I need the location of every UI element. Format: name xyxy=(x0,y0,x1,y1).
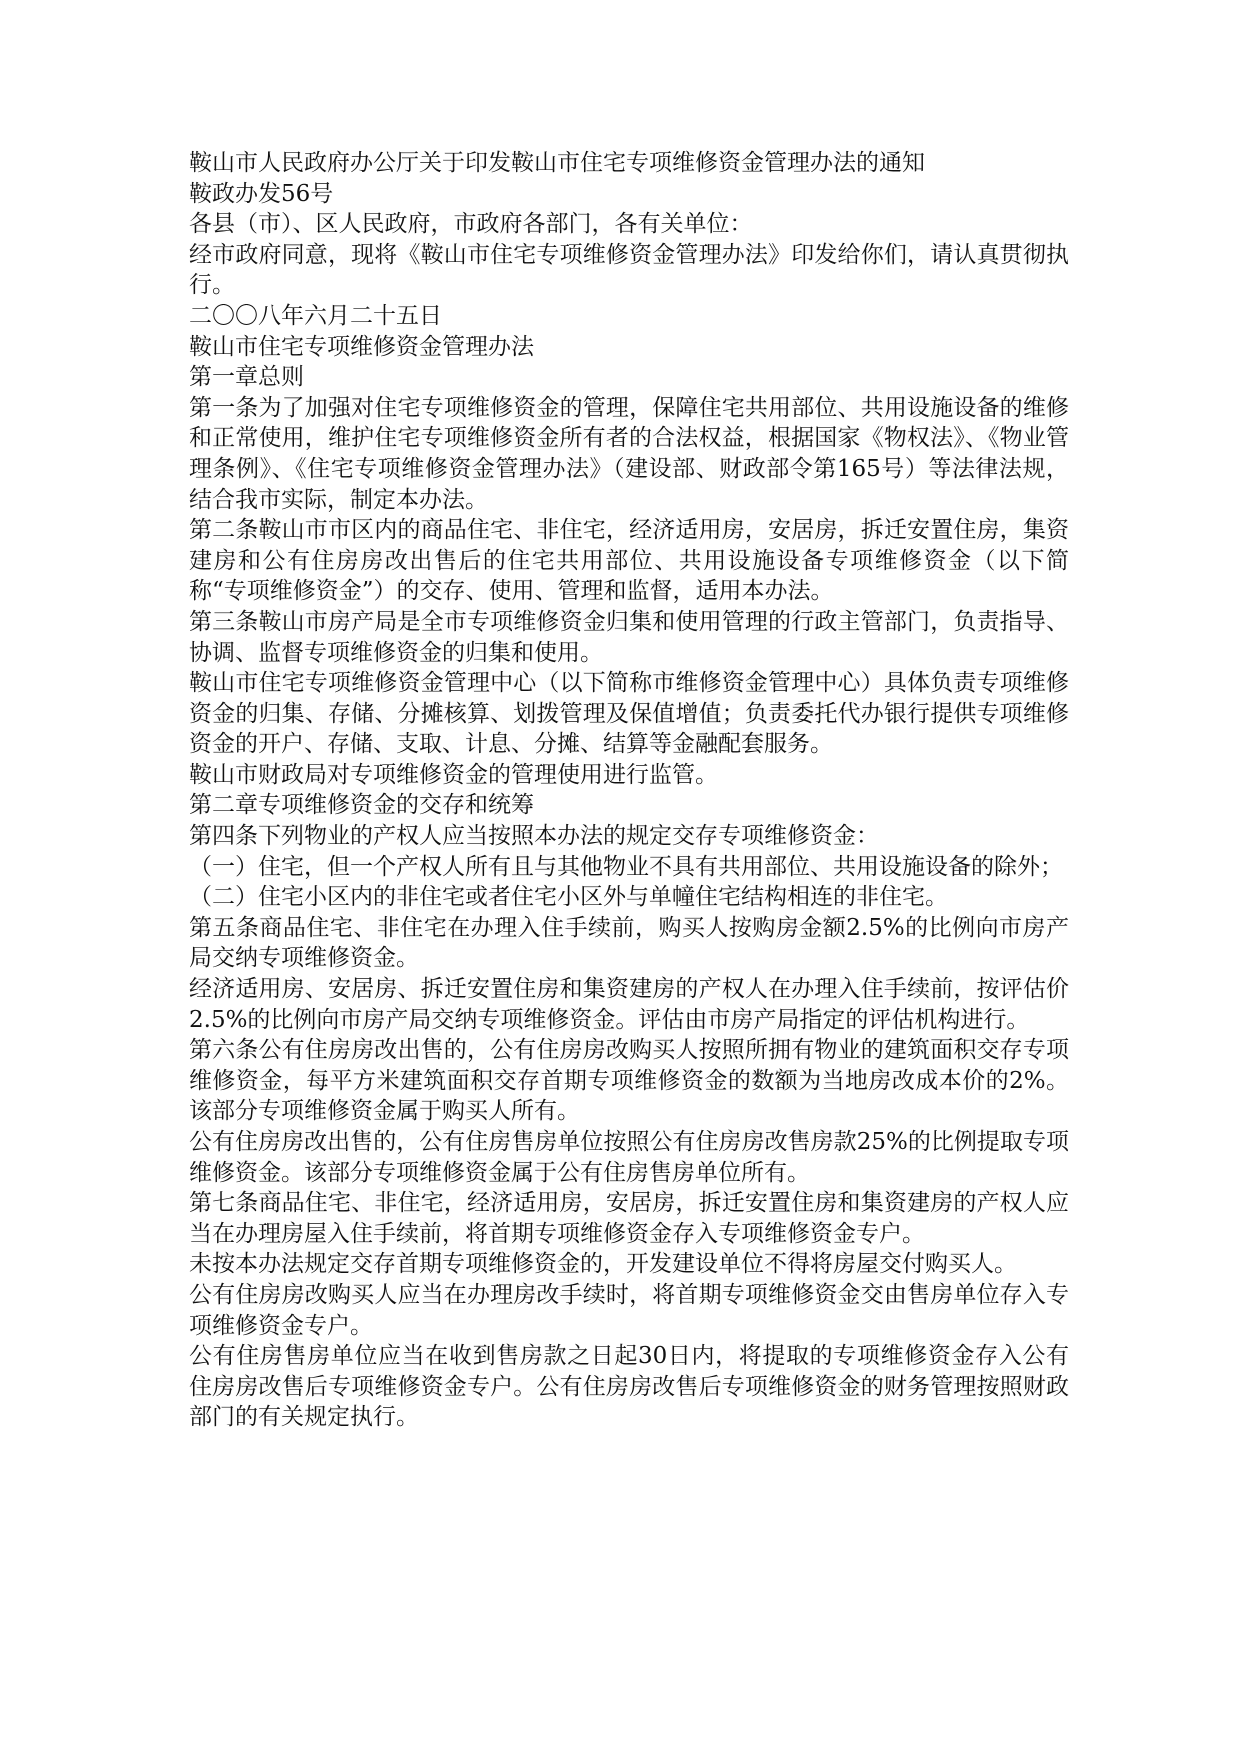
article-6-paragraph-2: 公有住房房改出售的，公有住房售房单位按照公有住房房改售房款25%的比例提取专项维修资金。该部分专项维修资金属于公有住房售房单位所有。 xyxy=(189,1129,1069,1186)
article-7-paragraph-2: 未按本办法规定交存首期专项维修资金的，开发建设单位不得将房屋交付购买人。 xyxy=(189,1251,1017,1278)
article-7-paragraph-3: 公有住房房改购买人应当在办理房改手续时，将首期专项维修资金交由售房单位存入专项维修资金专户。 xyxy=(189,1281,1069,1339)
chapter-1-heading: 第一章总则 xyxy=(189,364,304,391)
regulation-title: 鞍山市住宅专项维修资金管理办法 xyxy=(189,333,534,360)
chapter-2-heading: 第二章专项维修资金的交存和统筹 xyxy=(189,792,534,819)
article-6: 第六条公有住房房改出售的，公有住房房改购买人按照所拥有物业的建筑面积交存专项维修资金，每平方米建筑面积交存首期专项维修资金的数额为当地房改成本价的2%。该部分专项维修资金属于购买人所有。 xyxy=(189,1037,1069,1125)
document-body xyxy=(189,148,1069,1433)
addressees: 各县（市）、区人民政府，市政府各部门，各有关单位： xyxy=(189,211,753,238)
article-2: 第二条鞍山市市区内的商品住宅、非住宅，经济适用房，安居房，拆迁安置住房，集资建房和公有住房房改出售后的住宅共用部位、共用设施设备专项维修资金（以下简称“专项维修资金”）的交存、使用、管理和监督，适用本办法。 xyxy=(189,517,1069,605)
article-1: 第一条为了加强对住宅专项维修资金的管理，保障住宅共用部位、共用设施设备的维修和正常使用，维护住宅专项维修资金所有者的合法权益，根据国家《物权法》、《物业管理条例》、《住宅专项维修资金管理办法》（建设部、财政部令第165号）等法律法规，结合我市实际，制定本办法。 xyxy=(189,394,1069,513)
article-4: 第四条下列物业的产权人应当按照本办法的规定交存专项维修资金： xyxy=(189,823,879,850)
article-5: 第五条商品住宅、非住宅在办理入住手续前，购买人按购房金额2.5%的比例向市房产局交纳专项维修资金。 xyxy=(189,914,1069,972)
article-3-paragraph-3: 鞍山市财政局对专项维修资金的管理使用进行监管。 xyxy=(189,761,718,788)
article-4-item-2: （二）住宅小区内的非住宅或者住宅小区外与单幢住宅结构相连的非住宅。 xyxy=(189,884,948,911)
article-4-item-1: （一）住宅，但一个产权人所有且与其他物业不具有共用部位、共用设施设备的除外； xyxy=(189,853,1063,880)
article-5-paragraph-2: 经济适用房、安居房、拆迁安置住房和集资建房的产权人在办理入住手续前，按评估价2.5%的比例向市房产局交纳专项维修资金。评估由市房产局指定的评估机构进行。 xyxy=(189,976,1069,1033)
document-number: 鞍政办发56号 xyxy=(189,180,334,207)
issue-date: 二〇〇八年六月二十五日 xyxy=(189,302,442,329)
article-7: 第七条商品住宅、非住宅，经济适用房，安居房，拆迁安置住房和集资建房的产权人应当在办理房屋入住手续前，将首期专项维修资金存入专项维修资金专户。 xyxy=(189,1190,1069,1247)
article-7-paragraph-4: 公有住房售房单位应当在收到售房款之日起30日内，将提取的专项维修资金存入公有住房房改售后专项维修资金专户。公有住房房改售后专项维修资金的财务管理按照财政部门的有关规定执行。 xyxy=(189,1343,1069,1431)
document-title: 鞍山市人民政府办公厅关于印发鞍山市住宅专项维修资金管理办法的通知 xyxy=(189,150,925,176)
article-3: 第三条鞍山市房产局是全市专项维修资金归集和使用管理的行政主管部门，负责指导、协调、监督专项维修资金的归集和使用。 xyxy=(189,608,1069,666)
article-3-paragraph-2: 鞍山市住宅专项维修资金管理中心（以下简称市维修资金管理中心）具体负责专项维修资金的归集、存储、分摊核算、划拨管理及保值增值；负责委托代办银行提供专项维修资金的开户、存储、支取、计息、分摊、结算等金融配套服务。 xyxy=(189,670,1069,758)
intro-paragraph: 经市政府同意，现将《鞍山市住宅专项维修资金管理办法》印发给你们，请认真贯彻执行。 xyxy=(189,241,1069,299)
